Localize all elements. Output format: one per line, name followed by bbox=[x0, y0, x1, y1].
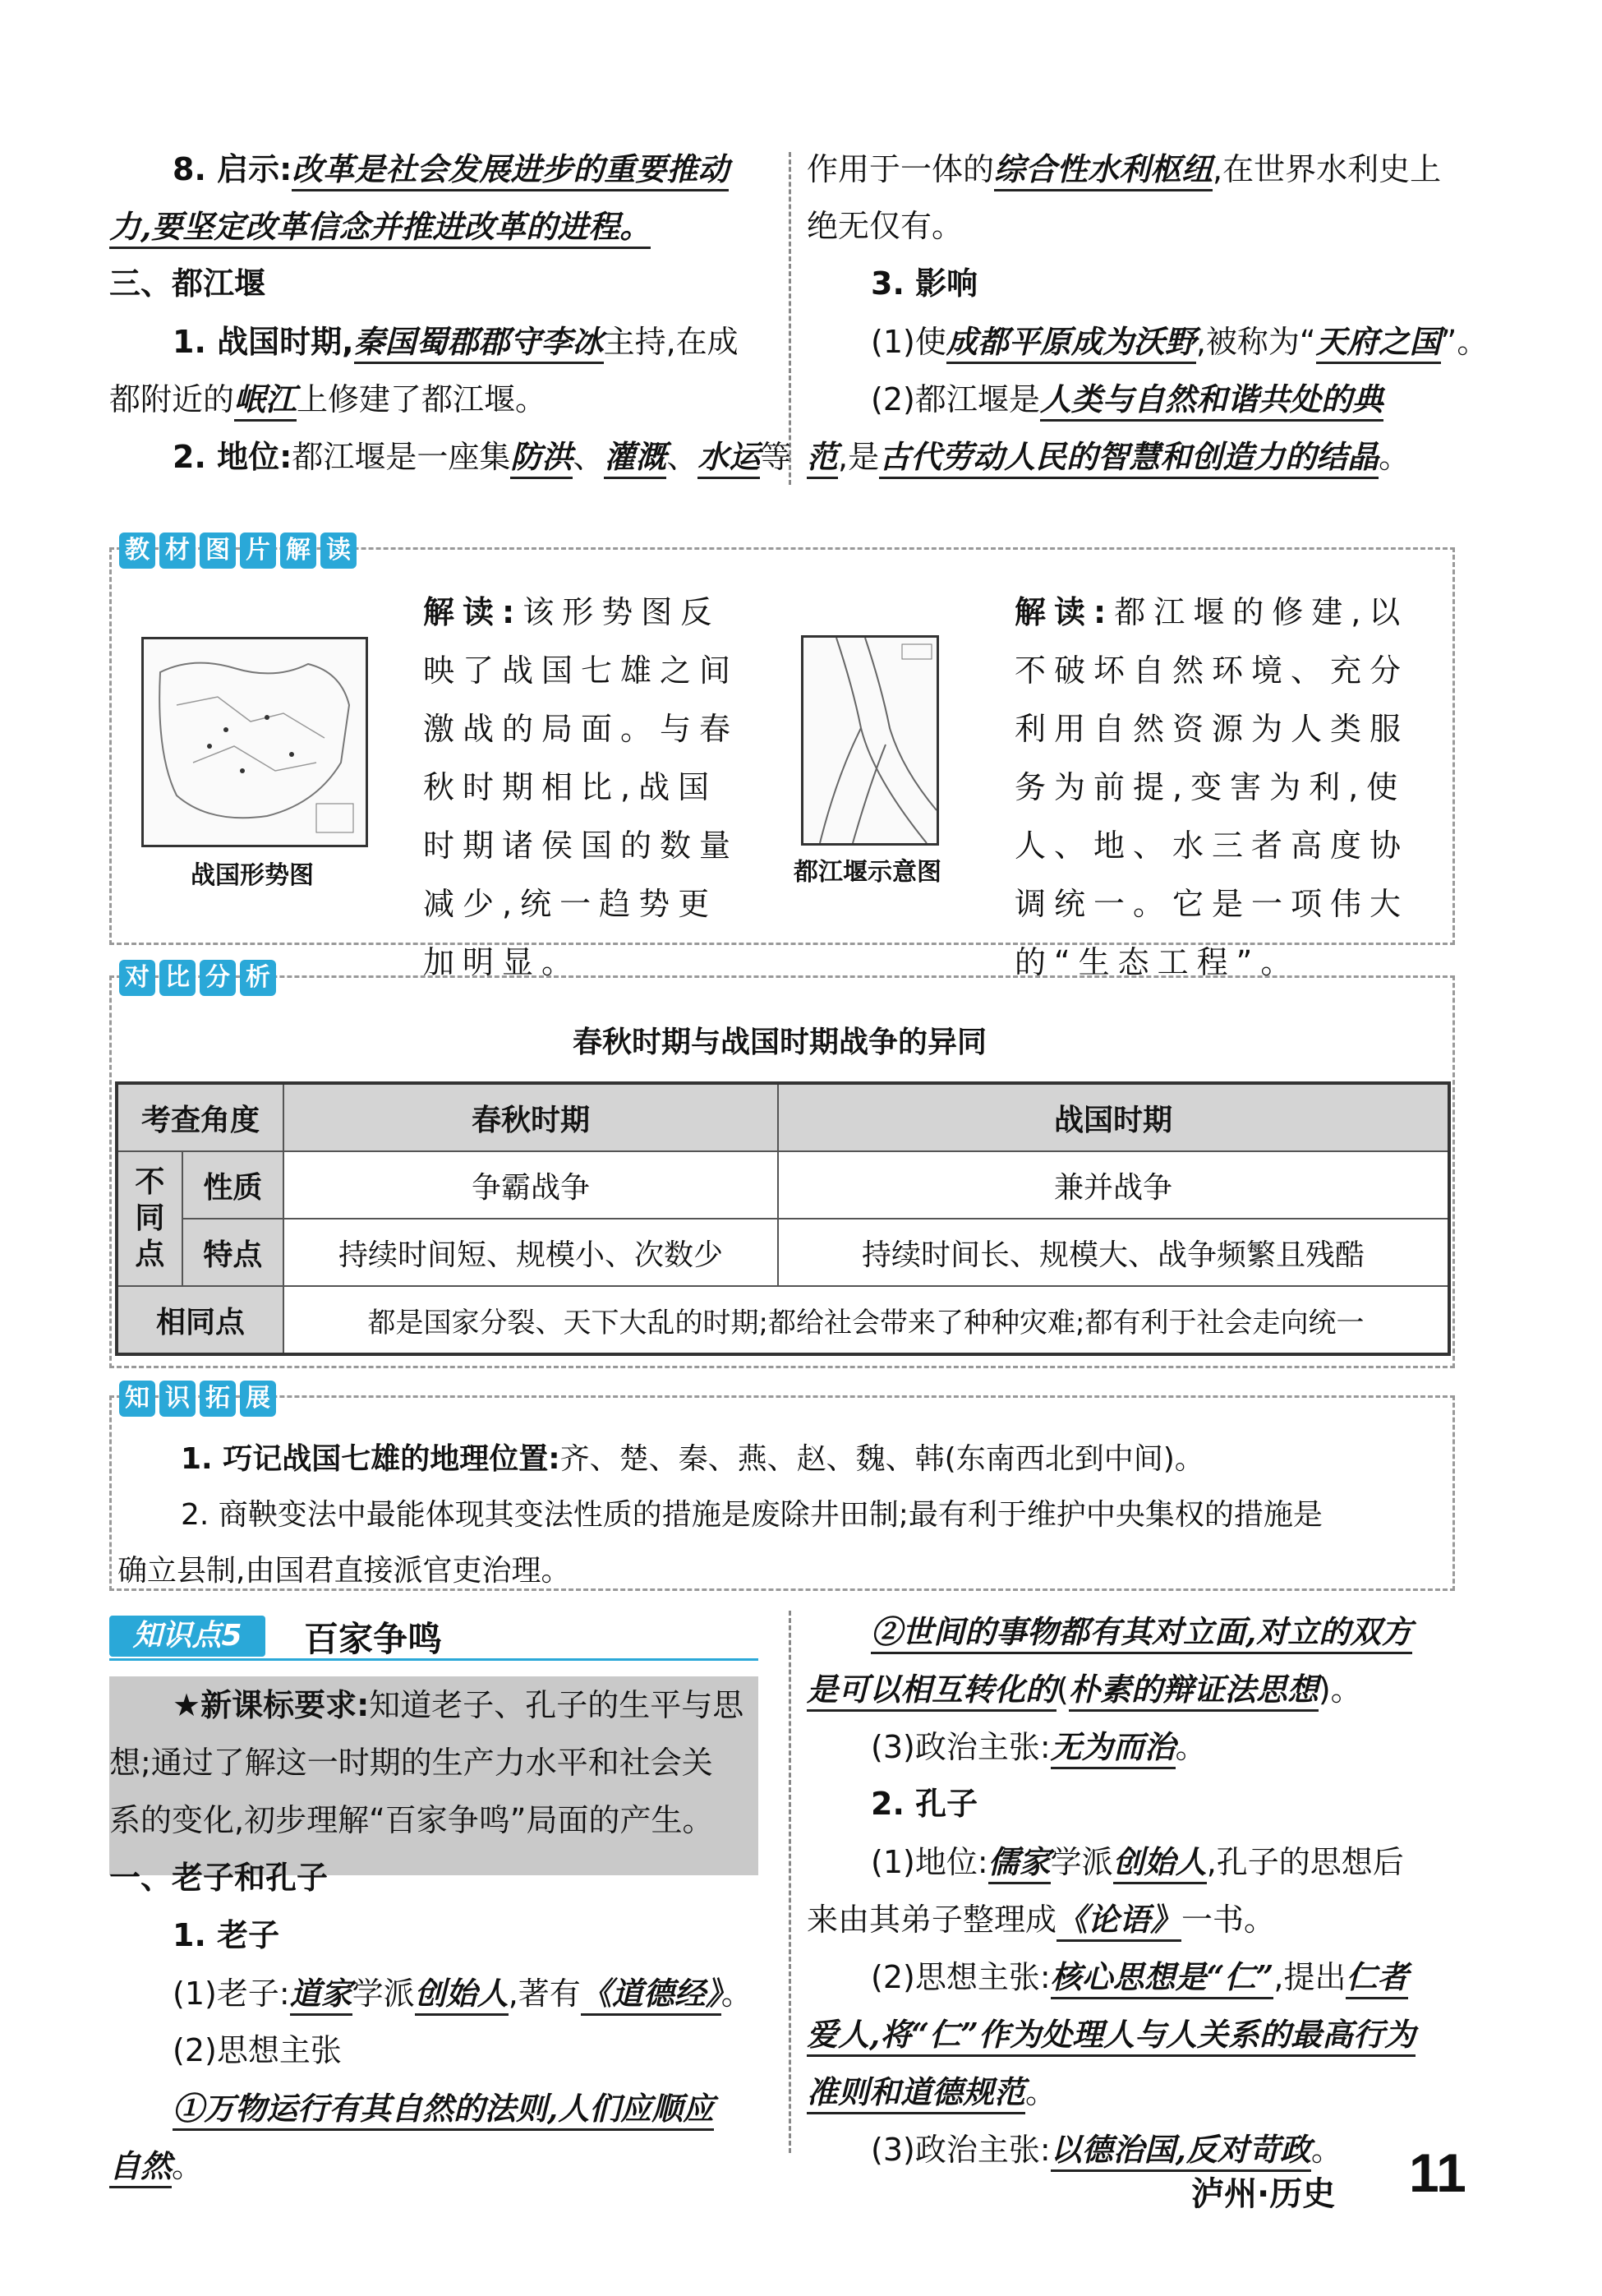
text-line: 力,要坚定改革信念并推进改革的进程。 bbox=[109, 197, 651, 256]
requirement-line: ★新课标要求:知道老子、孔子的生平与思 bbox=[173, 1687, 744, 1723]
footer-label: 泸州·历史 bbox=[1191, 2175, 1336, 2213]
text-line: (2)都江堰是人类与自然和谐共处的典 bbox=[871, 370, 1383, 429]
tag-char: 展 bbox=[240, 1381, 276, 1417]
text-line: (2)思想主张 bbox=[173, 2032, 342, 2068]
header-chunqiu: 春秋时期 bbox=[283, 1083, 778, 1151]
requirement-line: 系的变化,初步理解“百家争鸣”局面的产生。 bbox=[109, 1802, 714, 1838]
text-line: (3)政治主张:无为而治。 bbox=[871, 1717, 1207, 1777]
tag-char: 识 bbox=[159, 1381, 196, 1417]
tag-char: 知 bbox=[119, 1381, 155, 1417]
column-divider bbox=[789, 1611, 791, 2153]
section-tag-textbook-images bbox=[119, 533, 357, 569]
text-line: 准则和道德规范。 bbox=[807, 2063, 1056, 2122]
image-caption: 都江堰示意图 bbox=[794, 858, 941, 887]
tag-char: 对 bbox=[119, 960, 155, 996]
header-aspect: 考查角度 bbox=[117, 1083, 283, 1151]
table-title: 春秋时期与战国时期战争的异同 bbox=[572, 1026, 987, 1059]
text-line: 自然。 bbox=[109, 2137, 203, 2196]
header-zhanguo: 战国时期 bbox=[778, 1083, 1449, 1151]
same-text: 都是国家分裂、天下大乱的时期;都给社会带来了种种灾难;都有利于社会走向统一 bbox=[283, 1286, 1449, 1354]
text-line: 都附近的岷江上修建了都江堰。 bbox=[109, 370, 546, 429]
section-tag-extension bbox=[119, 1381, 276, 1417]
interpretation-text: 解读:该形势图反映了战国七雄之间激战的局面。与春秋时期相比,战国时期诸侯国的数量减少,统一趋势更加明显。 bbox=[423, 594, 739, 980]
text-line: ②世间的事物都有其对立面,对立的双方 bbox=[871, 1602, 1412, 1662]
tag-char: 比 bbox=[159, 960, 196, 996]
extension-line: 1. 巧记战国七雄的地理位置:齐、楚、秦、燕、赵、魏、韩(东南西北到中间)。 bbox=[181, 1442, 1204, 1476]
text-line: 1. 战国时期,秦国蜀郡郡守李冰主持,在成 bbox=[173, 312, 739, 371]
subheading: 3. 影响 bbox=[871, 265, 978, 302]
nature-zhanguo: 兼并战争 bbox=[778, 1151, 1449, 1219]
knowledge-point-title: 百家争鸣 bbox=[304, 1619, 443, 1659]
nature-label: 性质 bbox=[182, 1151, 283, 1219]
feature-label: 特点 bbox=[182, 1219, 283, 1286]
tag-char: 材 bbox=[159, 533, 196, 569]
subheading: 2. 孔子 bbox=[871, 1786, 978, 1822]
text-line: (1)使成都平原成为沃野,被称为“天府之国”。 bbox=[871, 312, 1488, 371]
text-line: (2)思想主张:核心思想是“仁”,提出仁者 bbox=[871, 1948, 1408, 2007]
text-line: 爱人,将“仁”作为处理人与人关系的最高行为 bbox=[807, 2005, 1416, 2064]
text-line: (3)政治主张:以德治国,反对苛政。 bbox=[871, 2120, 1342, 2179]
tag-char: 教 bbox=[119, 533, 155, 569]
nature-chunqiu: 争霸战争 bbox=[283, 1151, 778, 1219]
tag-char: 拓 bbox=[200, 1381, 236, 1417]
warring-states-map bbox=[141, 637, 368, 847]
section-tag-comparison bbox=[119, 960, 276, 996]
tag-char: 解 bbox=[280, 533, 316, 569]
requirement-line: 想;通过了解这一时期的生产力水平和社会关 bbox=[109, 1745, 713, 1781]
tag-char: 片 bbox=[240, 533, 276, 569]
text-line: (1)地位:儒家学派创始人,孔子的思想后 bbox=[871, 1833, 1404, 1892]
section-heading: 一、老子和孔子 bbox=[109, 1860, 329, 1896]
text-line: 范,是古代劳动人民的智慧和创造力的结晶。 bbox=[807, 427, 1410, 486]
text-line: (1)老子:道家学派创始人,著有《道德经》。 bbox=[173, 1964, 753, 2023]
text-line: 来由其弟子整理成《论语》一书。 bbox=[807, 1890, 1275, 1949]
tag-char: 图 bbox=[200, 533, 236, 569]
tag-char: 析 bbox=[240, 960, 276, 996]
section-heading: 三、都江堰 bbox=[109, 265, 266, 302]
image-caption: 战国形势图 bbox=[191, 861, 314, 890]
same-label: 相同点 bbox=[117, 1286, 283, 1354]
feature-chunqiu: 持续时间短、规模小、次数少 bbox=[283, 1219, 778, 1286]
dujiangyan-diagram bbox=[801, 635, 939, 846]
tag-char: 读 bbox=[320, 533, 357, 569]
text-line: 8. 启示:改革是社会发展进步的重要推动 bbox=[173, 140, 729, 199]
page-number: 11 bbox=[1409, 2142, 1466, 2203]
diff-label: 不同点 bbox=[117, 1151, 182, 1286]
feature-zhanguo: 持续时间长、规模大、战争频繁且残酷 bbox=[778, 1219, 1449, 1286]
text-line: 作用于一体的综合性水利枢纽,在世界水利史上 bbox=[807, 140, 1441, 199]
title-underline bbox=[109, 1658, 758, 1661]
knowledge-point-badge: 知识点5 bbox=[109, 1616, 265, 1657]
comparison-table bbox=[115, 1081, 1451, 1356]
interpretation-text: 解读:都江堰的修建,以不破坏自然环境、充分利用自然资源为人类服务为前提,变害为利,使人、地、水三者高度协调统一。它是一项伟大的“生态工程”。 bbox=[1015, 594, 1410, 980]
extension-line: 确立县制,由国君直接派官吏治理。 bbox=[117, 1554, 571, 1588]
text-line: 2. 地位:都江堰是一座集防洪、灌溉、水运等 bbox=[173, 427, 791, 486]
text-line: 是可以相互转化的(朴素的辩证法思想)。 bbox=[807, 1660, 1362, 1719]
tag-char: 分 bbox=[200, 960, 236, 996]
extension-line: 2. 商鞅变法中最能体现其变法性质的措施是废除井田制;最有利于维护中央集权的措施是 bbox=[181, 1498, 1323, 1532]
text-line: 绝无仅有。 bbox=[807, 208, 964, 244]
text-line: ①万物运行有其自然的法则,人们应顺应 bbox=[173, 2079, 714, 2138]
subheading: 1. 老子 bbox=[173, 1917, 280, 1953]
